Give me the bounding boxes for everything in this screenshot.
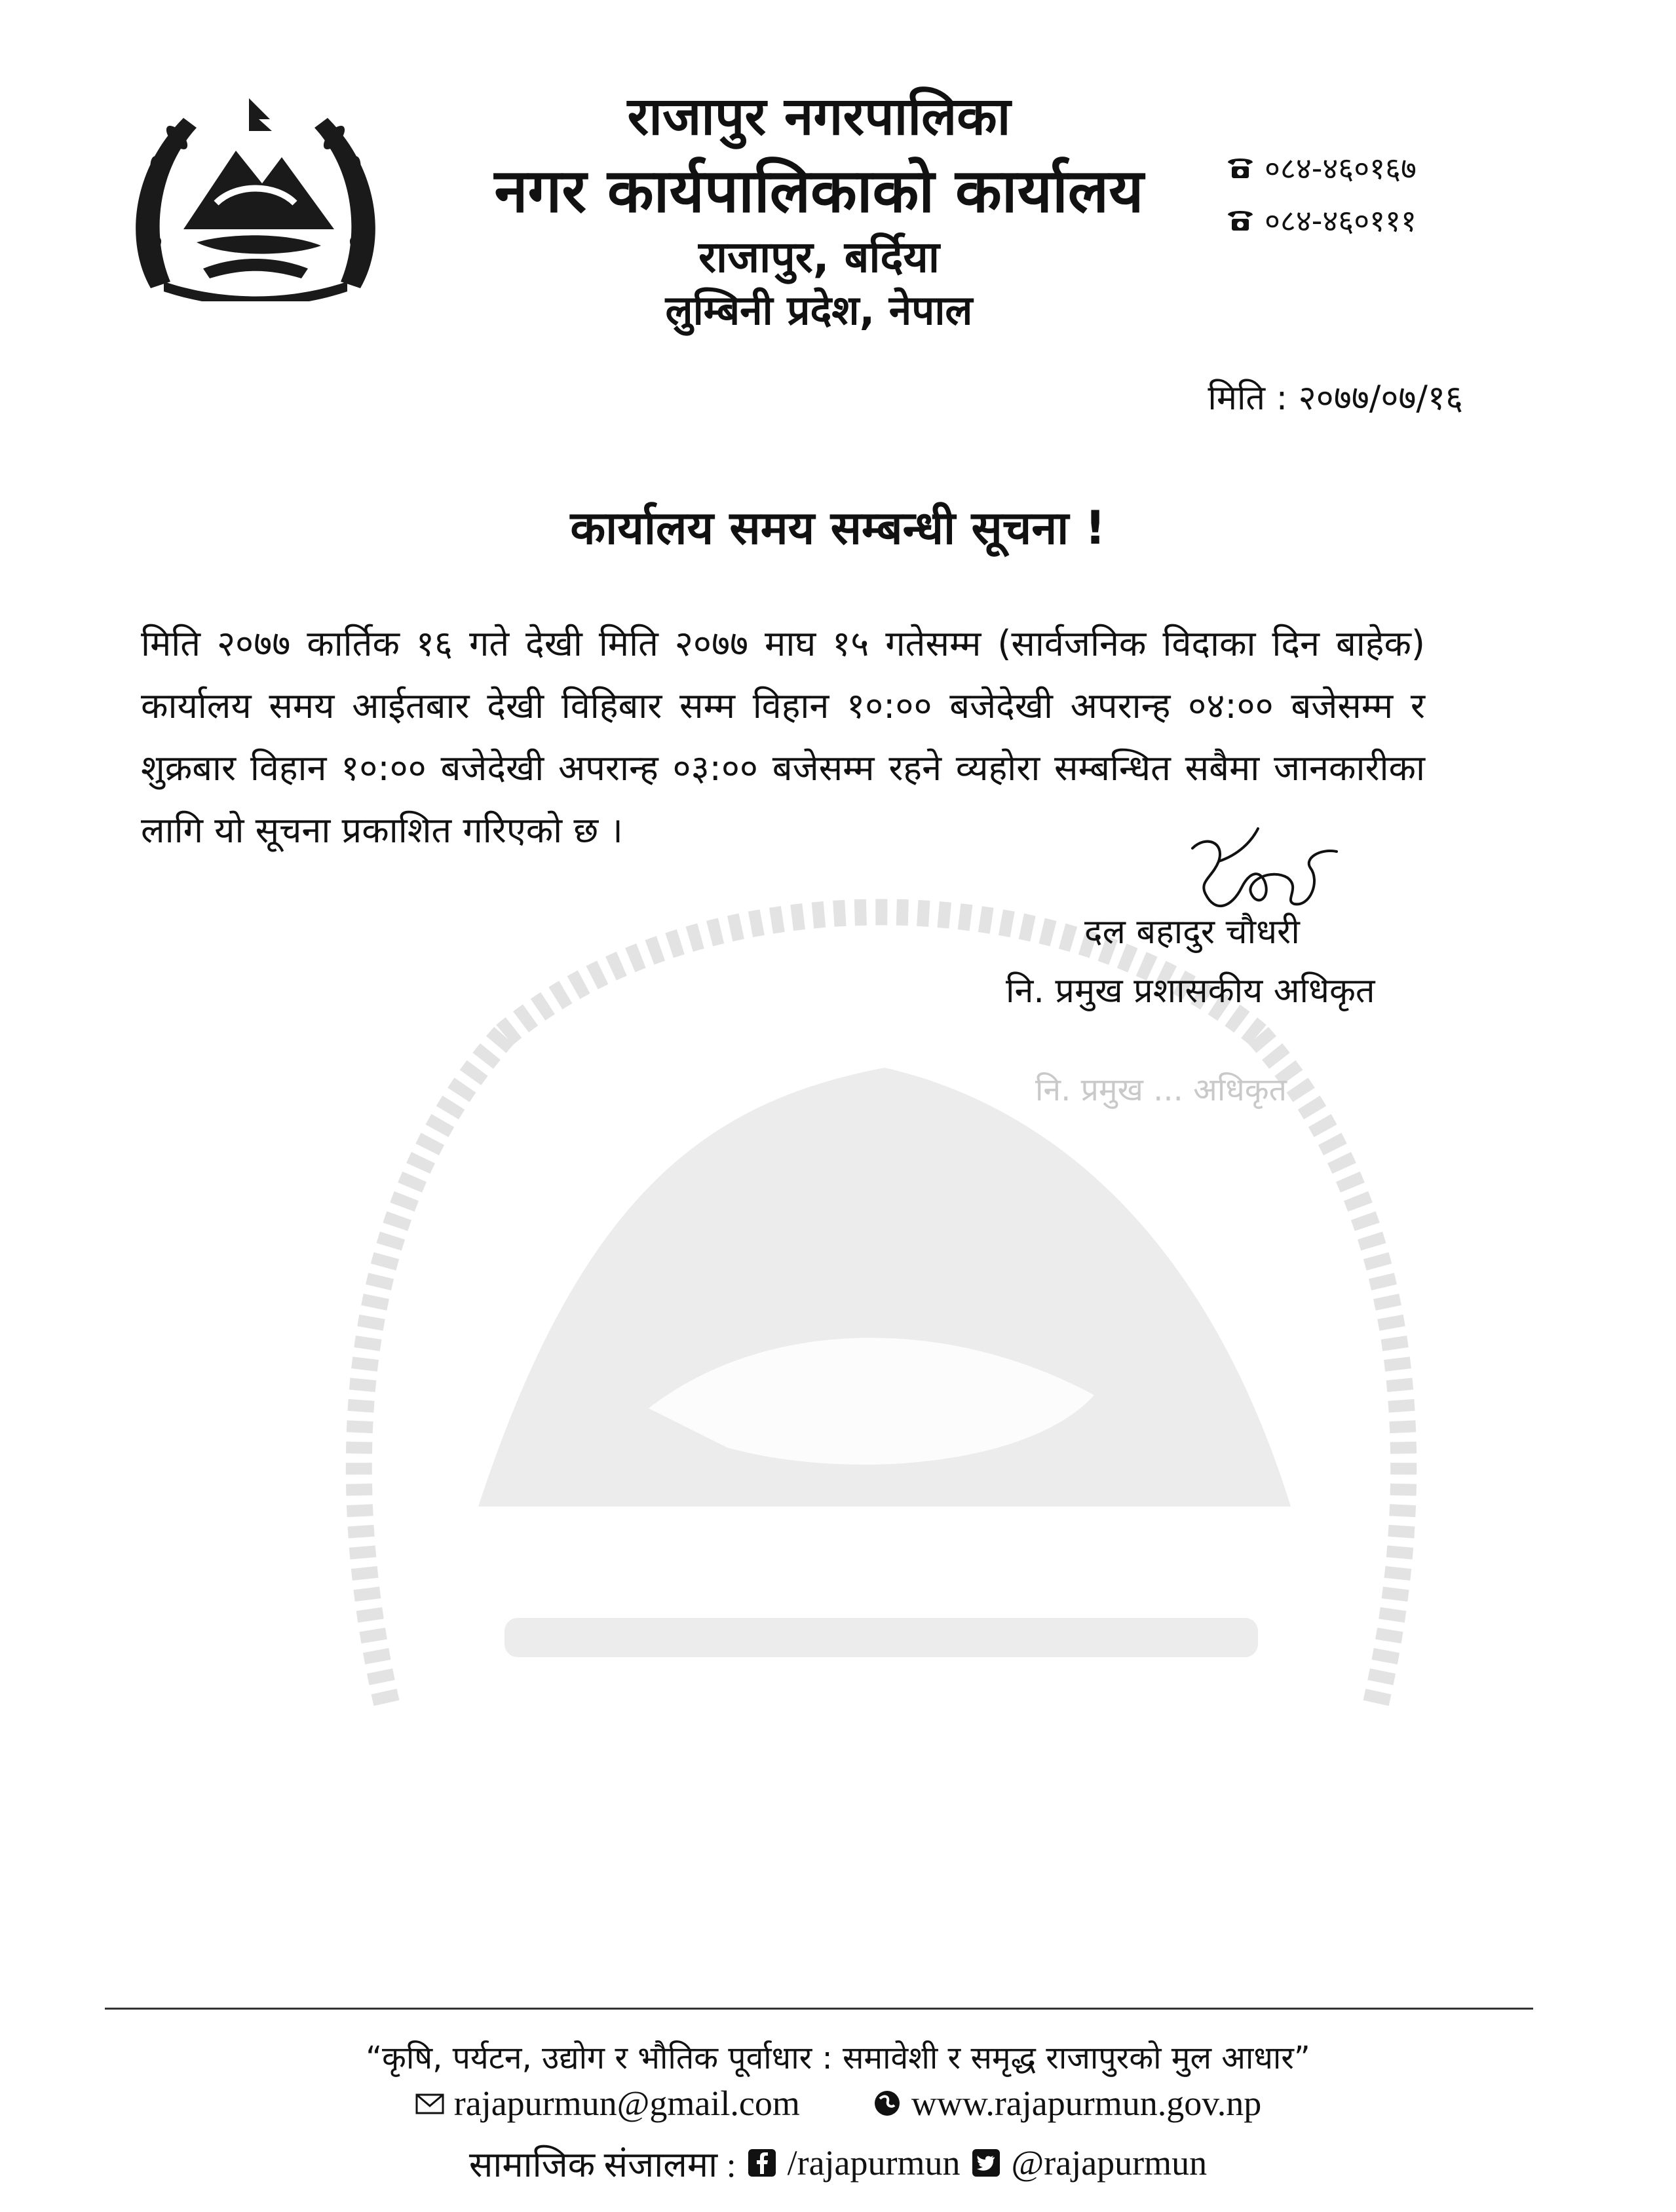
province: लुम्बिनी प्रदेश, नेपाल [665,286,973,334]
office-location: राजापुर, बर्दिया [698,232,940,282]
footer-slogan: “कृषि, पर्यटन, उद्योग र भौतिक पूर्वाधार : समावेशी र समृद्ध राजापुरको मुल आधार” [366,2040,1310,2076]
twitter-icon[interactable] [971,2148,1001,2178]
telephone-icon [1225,207,1255,233]
notice-body: मिति २०७७ कार्तिक १६ गते देखी मिति २०७७ माघ १५ गतेसम्म (सार्वजनिक विदाका दिन बाहेक) कार्यालय समय आईतबार देखी विहिबार सम्म विहान १०:०० बजेदेखी अपरान्ह ०४:०० बजेसम्म र शुक्रबार विहान १०:०० बजेदेखी अपरान्ह ०३:०० बजेसम्म रहने व्यहोरा सम्बन्धित सबैमा जानकारीका लागि यो सूचना प्रकाशित गरिएको छ । [141,623,1425,851]
date-line [1208,373,1463,420]
email-text[interactable]: rajapurmun@gmail.com [453,2084,800,2123]
twitter-handle[interactable]: @rajapurmun [1011,2143,1208,2183]
office-name: नगर कार्यपालिकाको कार्यालय [494,156,1144,226]
website-text[interactable]: www.rajapurmun.gov.np [911,2084,1262,2123]
email-icon [415,2088,445,2118]
footer-divider [105,2008,1533,2010]
facebook-icon[interactable] [747,2148,777,2178]
website-item[interactable] [872,2083,1261,2124]
footer-social [0,2139,1676,2187]
date-label: मिति : [1208,379,1288,418]
signer-title: नि. प्रमुख प्रशासकीय अधिकृत [1006,971,1375,1011]
globe-icon [872,2088,902,2118]
phone-number [1225,147,1417,188]
faint-stamp-text: नि. प्रमुख ... अधिकृत [1035,1072,1287,1108]
notice-title: कार्यालय समय सम्बन्धी सूचना ! [570,501,1106,555]
org-name: राजापुर नगरपालिका [627,86,1011,147]
footer-contact [0,2083,1676,2124]
social-label: सामाजिक संजालमा : [468,2145,736,2184]
date-value: २०७७/०७/१६ [1298,379,1463,418]
nepal-emblem-icon [124,92,387,301]
phone-number-text: ०८४-४६०१११ [1265,203,1417,238]
signer-name: दल बहादुर चौधरी [1084,912,1300,952]
phone-number-text: ०८४-४६०१६७ [1265,151,1417,186]
telephone-icon [1225,155,1255,181]
facebook-handle[interactable]: /rajapurmun [787,2143,961,2183]
phone-number [1225,200,1417,240]
email-item[interactable] [415,2083,800,2124]
